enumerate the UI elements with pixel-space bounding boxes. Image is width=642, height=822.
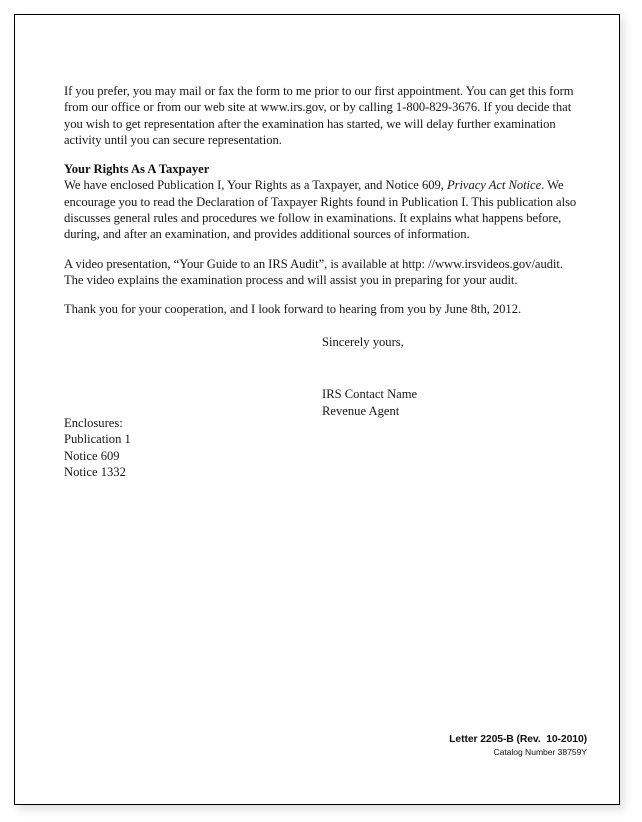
rights-italic-privacy-act-notice: Privacy Act Notice [446, 178, 542, 193]
paragraph-mail-or-fax: If you prefer, you may mail or fax the form to me prior to our first appointment. You can get this form from our office or from our web site at www.irs.gov, or by calling 1-800-829-3676. If you decide that you wish to get representation after the examination has started, we will delay further examination activity until you can secure representation. [64, 84, 574, 147]
signer-block [322, 386, 417, 419]
signer-name: IRS Contact Name [322, 387, 418, 402]
footer-catalog-number: Catalog Number 38759Y [493, 747, 587, 757]
rights-text-part-1: We have enclosed Publication I, Your Rights as a Taxpayer, and Notice 609, [64, 178, 447, 193]
enclosure-item: Publication 1 [64, 432, 131, 447]
document-footer [449, 734, 587, 758]
footer-letter-number: Letter 2205-B (Rev. 10-2010) [449, 734, 587, 745]
sign-off-text: Sincerely yours, [322, 335, 404, 349]
letter-body [64, 83, 579, 318]
document-page [14, 14, 620, 805]
heading-your-rights-as-a-taxpayer: Your Rights As A Taxpayer [64, 162, 210, 177]
paragraph-video-presentation: A video presentation, “Your Guide to an IRS Audit”, is available at http: //www.irsvideos.gov/audit. The video explains the examination process and will assist you in preparing for your audit. [64, 256, 563, 287]
enclosure-item: Notice 609 [64, 448, 120, 463]
enclosures-block [64, 415, 131, 480]
signer-title: Revenue Agent [322, 403, 400, 418]
rights-text-part-2: . We encourage you to read the Declaration of Taxpayer Rights found in Publication I. This publication also discusses general rules and procedures we follow in examinations. It explains what happens before, during, and after an examination, and provides additional sources of information. [64, 178, 577, 242]
enclosure-item: Notice 1332 [64, 464, 126, 479]
enclosures-heading: Enclosures: [64, 416, 123, 430]
paragraph-thank-you: Thank you for your cooperation, and I look forward to hearing from you by June 8th, 2012. [64, 302, 522, 317]
closing-block [322, 334, 417, 419]
paragraph-taxpayer-rights [64, 177, 579, 242]
